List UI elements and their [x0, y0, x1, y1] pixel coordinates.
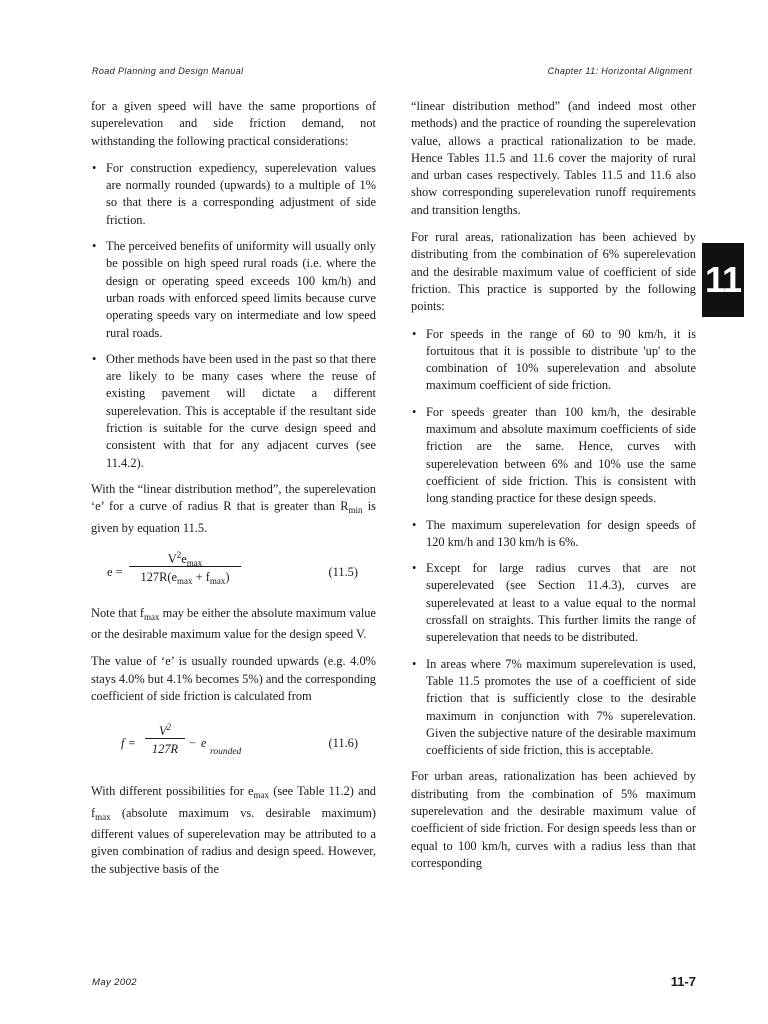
paragraph: The value of ‘e’ is usually rounded upwards (e.g. 4.0% stays 4.0% but 4.1% becomes 5%) and the corresponding coefficient of side friction is calculated from [91, 654, 376, 704]
text-run: is given by equation 11.5. [91, 499, 376, 535]
page-number: 11-7 [670, 974, 696, 989]
text-run: + f [192, 569, 210, 584]
equation-term: e [201, 736, 207, 751]
equation-numerator [129, 547, 241, 568]
list-item: • The perceived benefits of uniformity will usually only be possible on high speed rural roads (i.e. where the design or operating speed exceeds 100 km/h) and urban roads with enforced speed limits because curve operating speeds vary on intermediate and low speed rural roads. [91, 238, 376, 342]
text-run: V [167, 551, 177, 566]
equation-number: (11.6) [328, 736, 358, 751]
subscript: min [348, 505, 363, 516]
list-item: • The maximum superelevation for design speeds of 120 km/h and 130 km/h is 6%. [411, 517, 696, 552]
paragraph: For urban areas, rationalization has been achieved by distributing from the combination of 5% maximum superelevation and the desirable maximum value of coefficient of side friction. For design speeds less than or equal to 100 km/h, curves with a radius less than that corresponding [411, 769, 696, 870]
text-run: With the “linear distribution method”, the superelevation ‘e’ for a curve of radius R that is greater than R [91, 481, 376, 514]
superscript: 2 [166, 722, 172, 733]
text-run: (see Table 11.2) and f [91, 784, 376, 820]
equation-denominator [129, 569, 241, 590]
running-header-title: Road Planning and Design Manual [92, 66, 244, 76]
list-item: • Except for large radius curves that are not superelevated (see Section 11.4.3), curves are superelevated at least to a value equal to the normal crossfall on straights. This further limits the range of superelevation that needs to be distributed. [411, 560, 696, 646]
bullet-list [91, 160, 376, 472]
paragraph [91, 481, 376, 537]
subscript: max [253, 790, 270, 801]
equation-11-6 [91, 715, 376, 769]
subscript: max [177, 575, 193, 586]
subscript: max [209, 575, 226, 586]
left-column [91, 98, 376, 888]
footer-date: May 2002 [92, 977, 137, 988]
equation-fraction [129, 547, 241, 590]
list-item: • In areas where 7% maximum superelevation is used, Table 11.5 promotes the use of a coefficient of side friction that is sufficiently close to the desirable maximum in conjunction with 7% superelevation. Given the subjective nature of the desirable maximum coefficients of side friction, this is acceptable. [411, 656, 696, 760]
superscript: 2 [176, 549, 182, 560]
chapter-tab: 11 [702, 243, 744, 317]
list-item: • For construction expediency, superelevation values are normally rounded (upwards) to a multiple of 1% so that there is a corresponding adjustment of side friction. [91, 160, 376, 229]
minus-sign: − [189, 736, 196, 751]
equation-11-5 [91, 547, 376, 595]
list-item: • Other methods have been used in the past so that there are likely to be many cases where the reuse of existing pavement will dictate a different superelevation. This is acceptable if the resultant side friction is suitable for the curve design speed and consistent with that for any adjacent curves (see 11.4.2). [91, 351, 376, 472]
text-run: (absolute maximum vs. desirable maximum) different values of superelevation may be attributed to a given combination of radius and design speed. However, the subjective basis of the [91, 805, 376, 876]
subscript: max [186, 557, 203, 568]
text-run: 127R(e [140, 569, 178, 584]
text-run: e [181, 551, 187, 566]
subscript: max [95, 811, 111, 822]
paragraph: For rural areas, rationalization has been achieved by distributing from the combination of 6% superelevation and the desirable maximum value of coefficient of side friction. This practice is supported by the following points: [411, 230, 696, 314]
fraction-bar [145, 738, 185, 739]
bullet-list [411, 326, 696, 760]
list-item: • For speeds in the range of 60 to 90 km/h, it is fortuitous that it is possible to distribute 'up' to the combination of 10% superelevation and absolute maximum coefficient of side friction. [411, 326, 696, 395]
paragraph: “linear distribution method” (and indeed most other methods) and the practice of rounding the superelevation value, allows a practical rationalization to be made. Hence Tables 11.5 and 11.6 cover the majority of rural and urban cases respectively. Tables 11.5 and 11.6 also show corresponding superelevation runoff requirements and transition lengths. [411, 99, 696, 217]
paragraph [91, 605, 376, 644]
equation-lhs: e = [107, 564, 123, 579]
equation-number: (11.5) [328, 564, 358, 579]
running-header-chapter: Chapter 11: Horizontal Alignment [547, 66, 692, 76]
paragraph: for a given speed will have the same proportions of superelevation and side friction demand, not withstanding the following practical considerations: [91, 99, 376, 148]
text-run: With different possibilities for e [91, 784, 254, 799]
equation-denominator: 127R [151, 742, 179, 757]
equation-fraction [145, 719, 185, 758]
right-column [411, 98, 696, 882]
list-item: • For speeds greater than 100 km/h, the desirable maximum and absolute maximum coefficients of side friction are the same. Hence, curves with superelevation between 6% and 10% use the same coefficient of side friction. This is consistent with long standing practice for these design speeds. [411, 404, 696, 508]
text-run: may be either the absolute maximum value or the desirable maximum value for the design speed V. [91, 605, 376, 642]
paragraph [91, 783, 376, 877]
subscript: rounded [210, 747, 242, 758]
subscript: max [144, 611, 160, 622]
equation-lhs: f = [121, 736, 136, 751]
text-run: Note that f [91, 605, 145, 620]
equation-numerator [145, 719, 185, 739]
text-run: ) [225, 569, 230, 584]
text-run: V [158, 724, 167, 739]
